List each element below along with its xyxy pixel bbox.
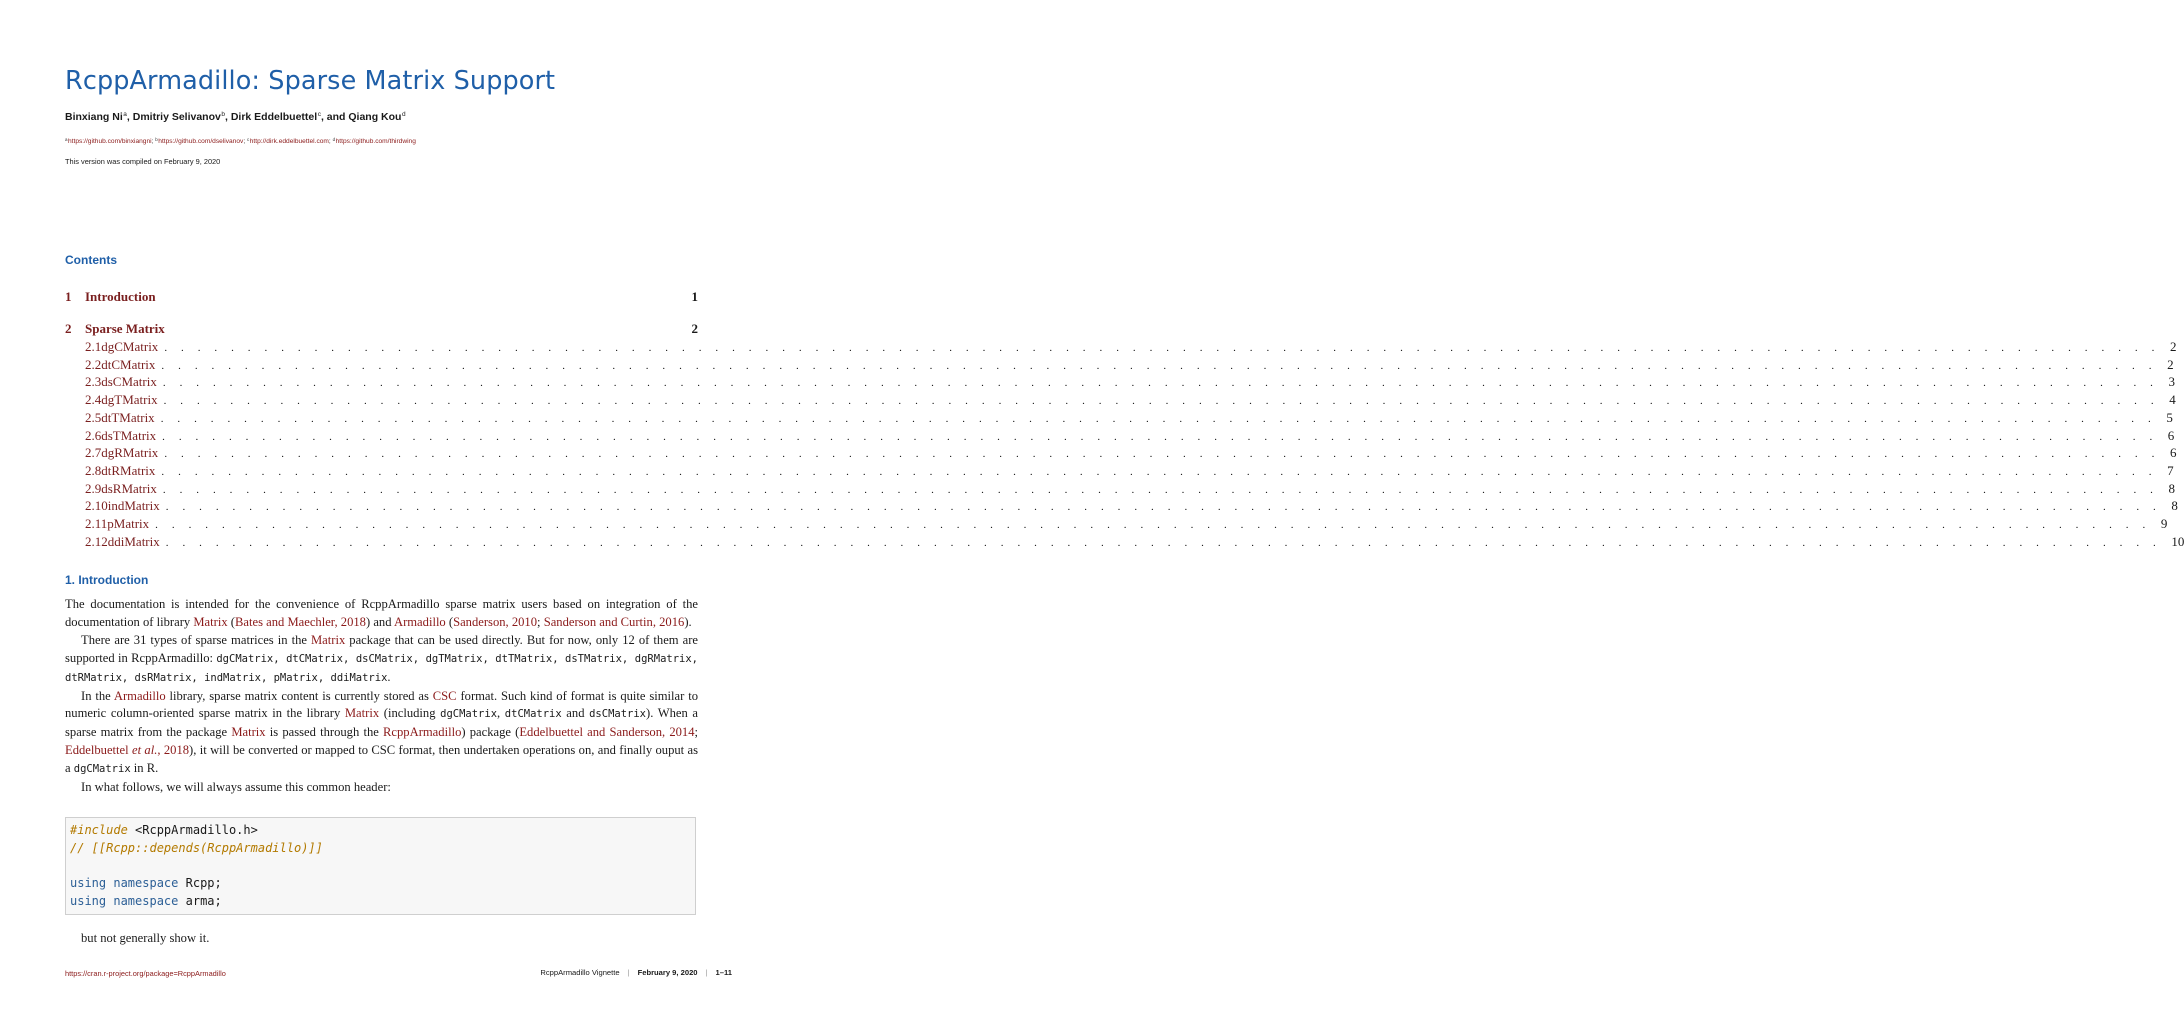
toc-subsection-dgcmatrix[interactable] (85, 339, 2177, 355)
toc-page: 6 (2169, 445, 2177, 461)
toc-subsection-dscmatrix[interactable] (85, 374, 2176, 390)
toc-page: 1 (691, 289, 698, 304)
section-heading: 1. Introduction (65, 573, 149, 587)
toc-leader-dots: . . . . . . . . . . . . . . . . . . . . . . . . . . . . . . . . . . . . . . . . . . . . . . . . . . . . . . . . . . . . . . . . . . . . . . . . . . . . . . . . . . . . . . . . . . . . . . . . . . . . . . . . . . . . . . . . . . . . . . . . (162, 377, 2159, 390)
contents-heading: Contents (65, 253, 117, 267)
toc-subsection-dstmatrix[interactable] (85, 427, 2175, 444)
paragraph: but not generally show it. (81, 931, 210, 945)
author-name: Binxiang Ni (65, 111, 123, 123)
toc-subsection-ddimatrix[interactable] (85, 533, 2184, 550)
author-mark: b (221, 111, 225, 118)
toc-leader-dots: . . . . . . . . . . . . . . . . . . . . . . . . . . . . . . . . . . . . . . . . . . . . . . . . . . . . . . . . . . . . . . . . . . . . . . . . . . . . . . . . . . . . . . . . . . . . . . . . . . . . . . . . . . . . . . . . . . . . . . . . (165, 536, 2162, 549)
toc-leader-dots: . . . . . . . . . . . . . . . . . . . . . . . . . . . . . . . . . . . . . . . . . . . . . . . . . . . . . . . . . . . . . . . . . . . . . . . . . . . . . . . . . . . . . . . . . . . . . . . . . . . . . . . . . . . . . . . . . . . . . . . . (164, 342, 2160, 354)
toc-page: 7 (2167, 462, 2174, 478)
citation-link[interactable]: Sanderson and Curtin, 2016 (543, 614, 685, 629)
code-keyword: namespace (113, 876, 179, 891)
paragraph: In what follows, we will always assume this common header: (81, 780, 391, 795)
citation-link[interactable]: Sanderson, 2010 (453, 614, 538, 629)
text: . (387, 669, 391, 684)
code-keyword: namespace (113, 894, 179, 909)
toc-page: 3 (2168, 374, 2176, 390)
toc-page: 2 (691, 321, 698, 336)
toc-label: dgRMatrix (101, 445, 159, 461)
toc-leader-dots: . . . . . . . . . . . . . . . . . . . . . . . . . . . . . . . . . . . . . . . . . . . . . . . . . . . . . . . . . . . . . . . . . . . . . . . . . . . . . . . . . . . . . . . . . . . . . . . . . . . . . . . . . . . . . . . . . . . . . . . . (162, 430, 2158, 443)
footer-separator: | (627, 968, 630, 977)
toc-number: 2.9 (85, 480, 102, 496)
toc-number: 2.3 (85, 374, 102, 390)
code-text: Rcpp; (178, 876, 222, 891)
affil-link[interactable]: http://dirk.eddelbuettel.com (249, 138, 329, 145)
toc-label: dtCMatrix (101, 356, 156, 372)
text: et al. (131, 743, 158, 758)
text: ) package ( (461, 725, 520, 740)
text: Eddelbuettel (65, 743, 132, 758)
footer-url[interactable]: https://cran.r-project.org/package=RcppArmadillo (65, 969, 226, 978)
text: ( (445, 614, 454, 629)
author-mark: a (123, 111, 127, 118)
affil-mark: d (332, 137, 336, 142)
toc-number: 2.2 (85, 356, 102, 372)
toc-section-sparse-matrix[interactable] (65, 321, 698, 337)
toc-label: dgTMatrix (101, 392, 158, 408)
toc-page: 6 (2167, 427, 2175, 443)
paragraph (65, 596, 698, 632)
toc-label: indMatrix (107, 498, 160, 514)
affil-sep: ; (328, 138, 333, 145)
toc-label: pMatrix (107, 516, 150, 531)
affil-link[interactable]: https://github.com/binxiangni (68, 138, 152, 145)
footer-separator: | (705, 968, 708, 977)
code-keyword: #include (70, 823, 128, 837)
text: package that can be used directly. But for now, only 12 of them are supported in RcppArmadillo: (65, 632, 698, 665)
affil-sep: ; (243, 138, 247, 145)
toc-page: 10 (2171, 533, 2184, 549)
code-keyword: using (70, 894, 107, 909)
link-matrix[interactable]: Matrix (344, 706, 380, 721)
toc-subsection-dsrmatrix[interactable] (85, 480, 2176, 497)
link-matrix[interactable]: Matrix (310, 632, 346, 647)
toc-leader-dots: . . . . . . . . . . . . . . . . . . . . . . . . . . . . . . . . . . . . . . . . . . . . . . . . . . . . . . . . . . . . . . . . . . . . . . . . . . . . . . . . . . . . . . . . . . . . . . . . . . . . . . . . . . . . . . . . . . . . . . . . (160, 412, 2157, 425)
citation-link[interactable] (65, 743, 189, 757)
paragraph (65, 632, 698, 688)
text: is passed through the (265, 725, 384, 740)
link-armadillo[interactable]: Armadillo (393, 614, 446, 629)
author-sep: , (126, 111, 133, 123)
text: ). When a sparse matrix from the package (65, 706, 699, 740)
toc-number: 2.4 (85, 392, 102, 408)
author-name: Dirk Eddelbuettel (230, 111, 318, 123)
toc-leader-dots: . . . . . . . . . . . . . . . . . . . . . . . . . . . . . . . . . . . . . . . . . . . . . . . . . . . . . . . . . . . . . . . . . . . . . . . . . . . . . . . . . . . . . . . . . . . . . . . . . . . . . . . . . . . . . . . . . . . . . . . . (155, 519, 2151, 531)
toc-number: 2 (65, 321, 72, 336)
text: ; (694, 725, 699, 740)
affil-mark: b (155, 137, 158, 142)
inline-code: dgCMatrix, dtCMatrix, dsCMatrix, dgTMatrix, dtTMatrix, dsTMatrix, dgRMatrix, dtRMatrix, dsRMatrix, indMatrix, pMatrix, ddiMatrix (65, 652, 698, 684)
text: ) and (365, 614, 394, 629)
link-csc[interactable]: CSC (432, 688, 457, 703)
toc-subsection-dgtmatrix[interactable] (85, 392, 2176, 408)
inline-code: dgCMatrix (73, 763, 131, 776)
author-name: Qiang Kou (348, 111, 402, 123)
toc-number: 2.11 (85, 516, 108, 531)
toc-label: dsTMatrix (101, 427, 157, 443)
toc-subsection-indmatrix[interactable] (85, 498, 2178, 514)
toc-leader-dots: . . . . . . . . . . . . . . . . . . . . . . . . . . . . . . . . . . . . . . . . . . . . . . . . . . . . . . . . . . . . . . . . . . . . . . . . . . . . . . . . . . . . . . . . . . . . . . . . . . . . . . . . . . . . . . . . . . . . . . . . (161, 359, 2158, 372)
author-name: Dmitriy Selivanov (132, 111, 221, 123)
author-sep: , and (320, 111, 349, 123)
text: library, sparse matrix content is currently stored as (165, 688, 433, 703)
toc-number: 2.1 (85, 339, 102, 354)
footer-journal: RcppArmadillo Vignette (540, 968, 620, 977)
text: , (497, 706, 505, 721)
code-listing (70, 822, 323, 911)
toc-page: 8 (2171, 498, 2178, 514)
text: and (561, 706, 590, 721)
toc-page: 2 (2167, 356, 2174, 372)
affil-mark: c (247, 137, 250, 142)
author-list (65, 111, 406, 123)
code-keyword: using (70, 876, 107, 891)
toc-subsection-dttmatrix[interactable] (85, 409, 2173, 426)
toc-page: 4 (2169, 392, 2176, 408)
author-mark: d (401, 111, 406, 118)
inline-code: dgCMatrix (440, 708, 498, 721)
text: in R. (130, 761, 159, 776)
toc-number: 2.8 (85, 462, 102, 478)
toc-page: 8 (2168, 480, 2176, 496)
toc-leader-dots: . . . . . . . . . . . . . . . . . . . . . . . . . . . . . . . . . . . . . . . . . . . . . . . . . . . . . . . . . . . . . . . . . . . . . . . . . . . . . . . . . . . . . . . . . . . . . . . . . . . . . . . . . . . . . . . . . . . . . . . . (162, 483, 2159, 496)
text: ). (684, 614, 692, 629)
text: ; (537, 614, 544, 629)
code-text: arma; (178, 894, 222, 909)
toc-page: 9 (2160, 516, 2168, 531)
link-armadillo[interactable]: Armadillo (113, 688, 166, 703)
toc-label: dtTMatrix (101, 409, 155, 425)
citation-link[interactable]: Eddelbuettel and Sanderson, 2014 (519, 725, 695, 740)
toc-number: 2.10 (85, 498, 108, 514)
text: , 2018 (157, 743, 190, 758)
toc-label: dgCMatrix (101, 339, 159, 354)
text: In the (81, 688, 114, 703)
text: ( (227, 614, 235, 629)
citation-link[interactable]: Bates and Maechler, 2018 (234, 614, 366, 629)
text: There are 31 types of sparse matrices in the (81, 632, 311, 647)
toc-page: 5 (2166, 409, 2173, 425)
text: ), it will be converted or mapped to CSC format, then undertaken operations on, and finally ouput as a (65, 743, 699, 776)
code-comment: // [[Rcpp::depends(RcppArmadillo)]] (70, 840, 323, 855)
affil-link[interactable]: https://github.com/dselivanov (158, 138, 244, 145)
toc-leader-dots: . . . . . . . . . . . . . . . . . . . . . . . . . . . . . . . . . . . . . . . . . . . . . . . . . . . . . . . . . . . . . . . . . . . . . . . . . . . . . . . . . . . . . . . . . . . . . . . . . . . . . . . . . . . . . . . . . . . . . . . . (163, 395, 2160, 408)
affiliations (65, 137, 416, 145)
inline-code: dtCMatrix (504, 708, 562, 721)
author-sep: , (224, 111, 231, 123)
footer-pages: 1–11 (715, 968, 732, 977)
toc-label: Sparse Matrix (85, 321, 165, 336)
section-body (65, 596, 698, 797)
toc-subsection-dtcmatrix[interactable] (85, 356, 2174, 373)
toc-subsection-dtrmatrix[interactable] (85, 462, 2174, 479)
toc-subsection-pmatrix[interactable] (85, 516, 2168, 532)
text: format. Such kind of format is quite similar to numeric column-oriented sparse matrix in the library (65, 688, 698, 721)
code-block (65, 817, 696, 915)
toc-number: 2.7 (85, 445, 102, 461)
toc-page: 2 (2169, 339, 2177, 354)
link-matrix[interactable]: Matrix (231, 725, 266, 740)
toc-number: 1 (65, 289, 72, 304)
toc-leader-dots: . . . . . . . . . . . . . . . . . . . . . . . . . . . . . . . . . . . . . . . . . . . . . . . . . . . . . . . . . . . . . . . . . . . . . . . . . . . . . . . . . . . . . . . . . . . . . . . . . . . . . . . . . . . . . . . . . . . . . . . . (161, 465, 2158, 478)
affil-sep: ; (151, 138, 156, 145)
paper-title: RcppArmadillo: Sparse Matrix Support (65, 66, 556, 96)
author-mark: c (317, 111, 321, 118)
toc-label: dsCMatrix (101, 374, 157, 390)
footer-date: February 9, 2020 (637, 968, 698, 977)
text: (including (379, 706, 441, 721)
toc-leader-dots: . . . . . . . . . . . . . . . . . . . . . . . . . . . . . . . . . . . . . . . . . . . . . . . . . . . . . . . . . . . . . . . . . . . . . . . . . . . . . . . . . . . . . . . . . . . . . . . . . . . . . . . . . . . . . . . . . . . . . . . . (165, 501, 2162, 514)
toc-label: dsRMatrix (101, 480, 157, 496)
toc-subsection-dgrmatrix[interactable] (85, 445, 2177, 461)
paragraph (65, 688, 698, 780)
toc-leader-dots: . . . . . . . . . . . . . . . . . . . . . . . . . . . . . . . . . . . . . . . . . . . . . . . . . . . . . . . . . . . . . . . . . . . . . . . . . . . . . . . . . . . . . . . . . . . . . . . . . . . . . . . . . . . . . . . . . . . . . . . . (164, 448, 2160, 461)
toc-label: Introduction (85, 289, 156, 304)
toc-number: 2.12 (85, 533, 108, 549)
footer-info (540, 968, 732, 977)
link-rcpparmadillo[interactable]: RcppArmadillo (383, 725, 462, 740)
toc-section-introduction[interactable] (65, 289, 698, 305)
affil-mark: a (65, 137, 68, 142)
link-matrix[interactable]: Matrix (193, 614, 228, 629)
toc-label: dtRMatrix (101, 462, 156, 478)
code-text: <RcppArmadillo.h> (127, 823, 258, 837)
text: The documentation is intended for the convenience of RcppArmadillo sparse matrix users based on integration of the documentation of library (65, 597, 698, 629)
toc-number: 2.5 (85, 409, 102, 425)
compiled-date: This version was compiled on February 9, 2020 (65, 157, 221, 166)
toc-number: 2.6 (85, 427, 102, 443)
toc-label: ddiMatrix (107, 533, 160, 549)
inline-code: dsCMatrix (589, 708, 647, 721)
affil-link[interactable]: https://github.com/thirdwing (335, 138, 416, 145)
